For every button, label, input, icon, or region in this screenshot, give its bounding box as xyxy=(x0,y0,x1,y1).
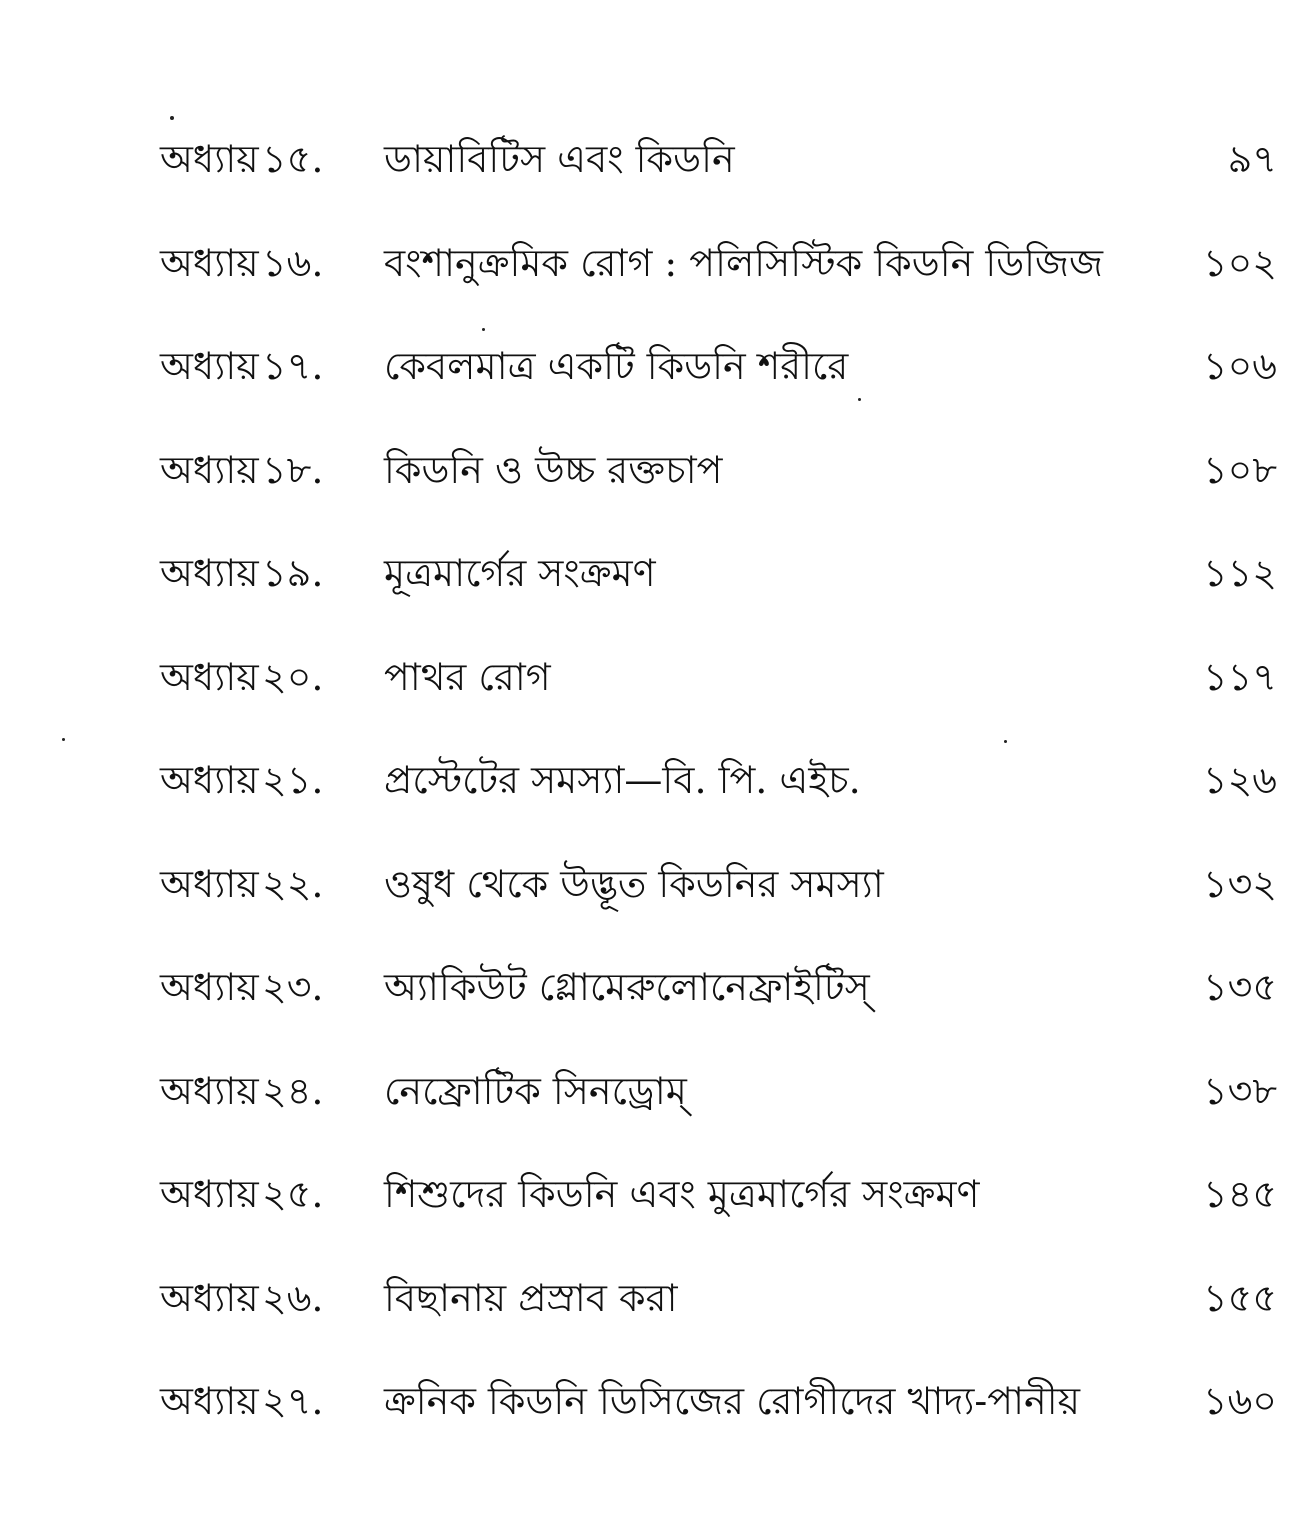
chapter-label: অধ্যায় xyxy=(160,1068,259,1113)
chapter-label: অধ্যায় xyxy=(160,137,259,181)
chapter-title: মূত্রমার্গের সংক্রমণ xyxy=(384,551,656,595)
toc-entry xyxy=(0,626,1315,730)
chapter-title: ডায়াবিটিস এবং কিডনি xyxy=(384,137,735,181)
chapter-number: ২৫. xyxy=(262,1172,324,1216)
chapter-title: ক্রনিক কিডনি ডিসিজের রোগীদের খাদ্য-পানীয় xyxy=(384,1379,1080,1423)
toc-entry xyxy=(0,315,1315,419)
toc-entry xyxy=(0,1247,1315,1351)
chapter-label: অধ্যায় xyxy=(160,965,259,1009)
page-number: ১৪৫ xyxy=(1203,1172,1277,1216)
chapter-label: অধ্যায় xyxy=(160,654,259,699)
chapter-label: অধ্যায় xyxy=(160,551,259,595)
toc-entry xyxy=(0,419,1315,523)
chapter-title: শিশুদের কিডনি এবং মুত্রমার্গের সংক্রমণ xyxy=(384,1172,980,1216)
chapter-number: ১৬. xyxy=(262,240,324,285)
chapter-number: ১৯. xyxy=(262,551,324,595)
page-number: ১০২ xyxy=(1202,240,1277,285)
chapter-number: ২৪. xyxy=(262,1068,324,1113)
chapter-number: ২১. xyxy=(262,758,324,802)
page-number: ১৩৫ xyxy=(1202,965,1277,1009)
chapter-title: বংশানুক্রমিক রোগ : পলিসিস্টিক কিডনি ডিজিজ xyxy=(384,240,1104,285)
chapter-title: বিছানায় প্রস্রাব করা xyxy=(384,1275,678,1320)
chapter-number: ২৩. xyxy=(262,965,324,1009)
chapter-label: অধ্যায় xyxy=(160,344,259,388)
chapter-number: ২৬. xyxy=(262,1275,324,1320)
chapter-number: ২০. xyxy=(262,654,324,699)
toc-entry xyxy=(0,108,1315,212)
toc-entry xyxy=(0,1350,1315,1454)
toc-entry xyxy=(0,212,1315,316)
chapter-title: ওষুধ থেকে উদ্ভূত কিডনির সমস্যা xyxy=(384,861,884,906)
chapter-label: অধ্যায় xyxy=(160,861,259,906)
page-number: ৯৭ xyxy=(1227,137,1277,181)
page-number: ১০৬ xyxy=(1202,344,1277,388)
page-number: ১১২ xyxy=(1202,551,1277,595)
chapter-title: প্রস্টেটের সমস্যা—বি. পি. এইচ. xyxy=(384,758,861,802)
chapter-number: ১৫. xyxy=(262,137,324,181)
chapter-label: অধ্যায় xyxy=(160,1172,259,1216)
chapter-title: নেফ্রোটিক সিনড্রোম্ xyxy=(384,1068,687,1113)
page-number: ১১৭ xyxy=(1202,654,1277,699)
chapter-number: ১৮. xyxy=(262,447,324,492)
page-number: ১২৬ xyxy=(1202,758,1277,802)
chapter-number: ২২. xyxy=(262,861,324,906)
chapter-label: অধ্যায় xyxy=(160,447,259,492)
chapter-number: ২৭. xyxy=(262,1379,324,1423)
chapter-title: অ্যাকিউট গ্লোমেরুলোনেফ্রাইটিস্ xyxy=(384,965,870,1009)
toc-entry xyxy=(0,1040,1315,1144)
chapter-label: অধ্যায় xyxy=(160,758,259,802)
toc-entry xyxy=(0,729,1315,833)
toc-entry xyxy=(0,522,1315,626)
page-number: ১৩২ xyxy=(1202,861,1277,906)
page-number: ১০৮ xyxy=(1202,447,1277,492)
page-number: ১৫৫ xyxy=(1203,1275,1277,1320)
chapter-label: অধ্যায় xyxy=(160,240,259,285)
chapter-label: অধ্যায় xyxy=(160,1379,259,1423)
table-of-contents xyxy=(0,108,1315,1454)
chapter-title: কিডনি ও উচ্চ রক্তচাপ xyxy=(384,447,723,492)
toc-entry xyxy=(0,936,1315,1040)
toc-entry xyxy=(0,1143,1315,1247)
chapter-title: পাথর রোগ xyxy=(384,654,551,699)
chapter-label: অধ্যায় xyxy=(160,1275,259,1320)
chapter-title: কেবলমাত্র একটি কিডনি শরীরে xyxy=(384,344,849,388)
chapter-number: ১৭. xyxy=(262,344,324,388)
toc-entry xyxy=(0,833,1315,937)
page-number: ১৬০ xyxy=(1202,1379,1277,1423)
page-number: ১৩৮ xyxy=(1202,1068,1277,1113)
